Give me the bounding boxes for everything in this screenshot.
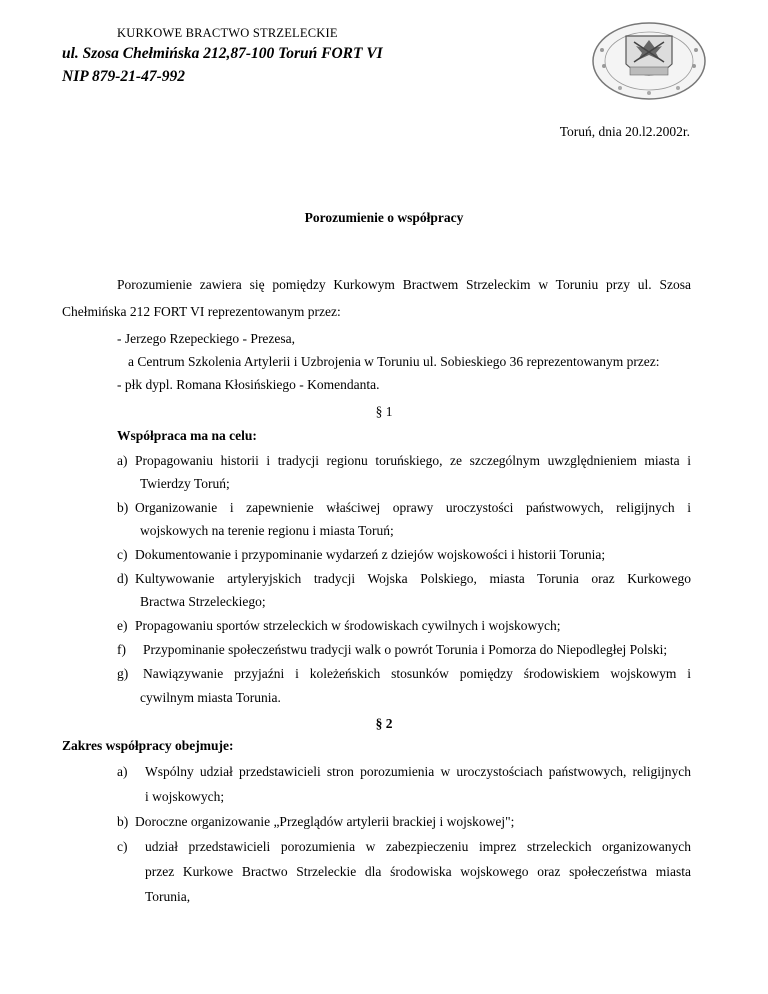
list-item — [117, 453, 691, 469]
brotherhood-seal-icon — [590, 20, 708, 102]
list-item — [117, 618, 561, 634]
section-mark: § 1 — [375, 404, 393, 419]
list-item-text: udział przedstawicieli porozumienia w zabezpieczeniu imprez strzeleckich organizowanych — [145, 839, 691, 854]
list-item-continuation: Twierdzy Toruń; — [140, 476, 230, 491]
section-heading: Współpraca ma na celu: — [117, 428, 257, 443]
list-item-label: c) — [117, 839, 128, 854]
list-item-text: Organizowanie i zapewnienie właściwej oprawy uroczystości państwowych, religijnych i — [135, 500, 691, 515]
list-item — [117, 764, 691, 780]
list-item — [117, 839, 691, 855]
representative-line: - Jerzego Rzepeckiego - Prezesa, — [117, 331, 296, 346]
list-item-text: Doroczne organizowanie „Przeglądów artylerii brackiej i wojskowej"; — [135, 814, 515, 829]
list-item — [117, 500, 691, 516]
document-date: Toruń, dnia 20.l2.2002r. — [559, 124, 690, 139]
list-item-label: a) — [117, 764, 128, 779]
list-item — [117, 666, 691, 682]
list-item-continuation: cywilnym miasta Torunia. — [140, 690, 281, 705]
representative-line: a Centrum Szkolenia Artylerii i Uzbrojenia w Toruniu ul. Sobieskiego 36 reprezentowanym przez: — [128, 354, 660, 369]
section-heading: Zakres współpracy obejmuje: — [62, 738, 234, 753]
list-item-text: Propagowaniu historii i tradycji regionu toruńskiego, ze szczególnym uwzględnieniem miasta i — [135, 453, 691, 468]
list-item-label: d) — [117, 571, 129, 586]
list-item-continuation: Bractwa Strzeleckiego; — [140, 594, 266, 609]
list-item-label: b) — [117, 500, 129, 515]
list-item-text: Nawiązywanie przyjaźni i koleżeńskich stosunków pomiędzy środowiskiem wojskowym i — [143, 666, 691, 681]
list-item-label: c) — [117, 547, 128, 562]
list-item-text: Kultywowanie artyleryjskich tradycji Wojska Polskiego, miasta Torunia oraz Kurkowego — [135, 571, 691, 586]
list-item — [117, 547, 605, 563]
list-item-label: e) — [117, 618, 128, 633]
list-item-text: Przypominanie społeczeństwu tradycji walk o powrót Torunia i Pomorza do Niepodległej Polski; — [143, 642, 668, 657]
representative-line: - płk dypl. Romana Kłosińskiego - Komendanta. — [117, 377, 380, 392]
list-item-label: b) — [117, 814, 129, 829]
intro-line: Porozumienie zawiera się pomiędzy Kurkowym Bractwem Strzeleckim w Toruniu przy ul. Szosa — [117, 277, 691, 292]
section-mark: § 2 — [375, 716, 393, 731]
list-item — [117, 571, 691, 587]
list-item-label: g) — [117, 666, 129, 681]
organization-name: KURKOWE BRACTWO STRZELECKIE — [117, 26, 338, 40]
list-item — [117, 642, 667, 658]
list-item — [117, 814, 514, 830]
list-item-text: Wspólny udział przedstawicieli stron porozumienia w uroczystościach państwowych, religijnych — [145, 764, 691, 779]
list-item-label: f) — [117, 642, 126, 657]
list-item-text: Propagowaniu sportów strzeleckich w środowiskach cywilnych i wojskowych; — [135, 618, 561, 633]
document-title: Porozumienie o współpracy — [304, 210, 464, 225]
organization-address: ul. Szosa Chełmińska 212,87-100 Toruń FORT VI — [62, 45, 383, 62]
list-item-continuation: i wojskowych; — [145, 789, 225, 804]
list-item-continuation: Torunia, — [145, 889, 191, 904]
list-item-continuation: przez Kurkowe Bractwo Strzeleckie dla środowiska wojskowego oraz społeczeństwa miasta — [145, 864, 691, 879]
organization-nip: NIP 879-21-47-992 — [62, 68, 185, 85]
list-item-label: a) — [117, 453, 128, 468]
intro-line: Chełmińska 212 FORT VI reprezentowanym przez: — [62, 304, 341, 319]
list-item-text: Dokumentowanie i przypominanie wydarzeń z dziejów wojskowości i historii Torunia; — [135, 547, 606, 562]
list-item-continuation: wojskowych na terenie regionu i miasta Toruń; — [140, 523, 394, 538]
